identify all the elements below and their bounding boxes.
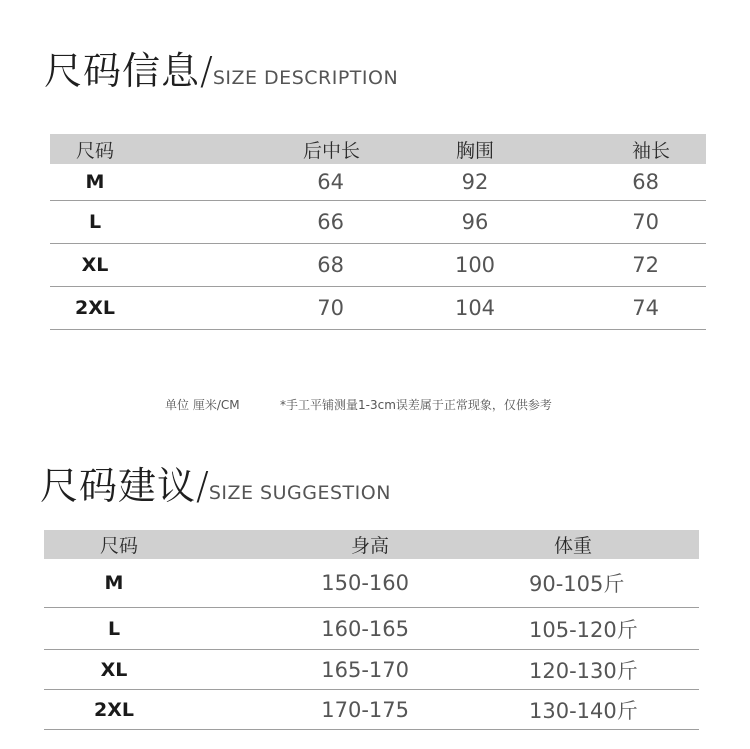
header-weight: 体重: [419, 530, 699, 559]
table-header-row: [50, 134, 706, 164]
chest-cell: 104: [420, 287, 530, 330]
weight-cell: 105-120斤: [419, 608, 699, 650]
size-cell: M: [44, 559, 184, 608]
sleeve-cell: 70: [530, 201, 706, 244]
title-separator: /: [200, 49, 213, 93]
length-cell: 70: [140, 287, 420, 330]
height-cell: 160-165: [184, 608, 419, 650]
table-row: [50, 201, 706, 244]
title-en: SIZE SUGGESTION: [208, 482, 391, 504]
table-row: [50, 287, 706, 330]
chest-cell: 100: [420, 244, 530, 287]
sleeve-cell: 68: [530, 164, 706, 201]
table-row: [44, 608, 699, 650]
title-zh: 尺码建议: [40, 464, 197, 508]
header-length: 后中长: [140, 134, 420, 164]
size-cell: L: [44, 608, 184, 650]
table-row: [50, 244, 706, 287]
header-sleeve: 袖长: [530, 134, 706, 164]
size-description-title: [44, 40, 398, 95]
sleeve-cell: 72: [530, 244, 706, 287]
chest-cell: 96: [420, 201, 530, 244]
size-cell: 2XL: [50, 287, 140, 330]
table-row: [44, 650, 699, 690]
weight-cell: 120-130斤: [419, 650, 699, 690]
header-size: 尺码: [50, 134, 140, 164]
weight-cell: 130-140斤: [419, 690, 699, 730]
header-chest: 胸围: [420, 134, 530, 164]
height-cell: 165-170: [184, 650, 419, 690]
size-cell: L: [50, 201, 140, 244]
length-cell: 64: [140, 164, 420, 201]
length-cell: 66: [140, 201, 420, 244]
header-size: 尺码: [44, 530, 184, 559]
size-suggestion-table: [44, 530, 699, 730]
size-cell: XL: [44, 650, 184, 690]
table-header-row: [44, 530, 699, 559]
table-row: [44, 559, 699, 608]
size-cell: M: [50, 164, 140, 201]
title-en: SIZE DESCRIPTION: [212, 67, 399, 89]
title-zh: 尺码信息: [44, 49, 201, 93]
measure-note: *手工平铺测量1-3cm误差属于正常现象，仅供参考: [280, 398, 552, 412]
height-cell: 170-175: [184, 690, 419, 730]
size-cell: XL: [50, 244, 140, 287]
height-cell: 150-160: [184, 559, 419, 608]
sleeve-cell: 74: [530, 287, 706, 330]
size-suggestion-title: [40, 455, 391, 510]
header-height: 身高: [184, 530, 419, 559]
title-separator: /: [196, 464, 209, 508]
length-cell: 68: [140, 244, 420, 287]
table-row: [50, 164, 706, 201]
weight-cell: 90-105斤: [419, 559, 699, 608]
size-cell: 2XL: [44, 690, 184, 730]
chest-cell: 92: [420, 164, 530, 201]
table-row: [44, 690, 699, 730]
unit-note: 单位 厘米/CM: [165, 398, 240, 412]
size-description-table: [50, 134, 706, 330]
